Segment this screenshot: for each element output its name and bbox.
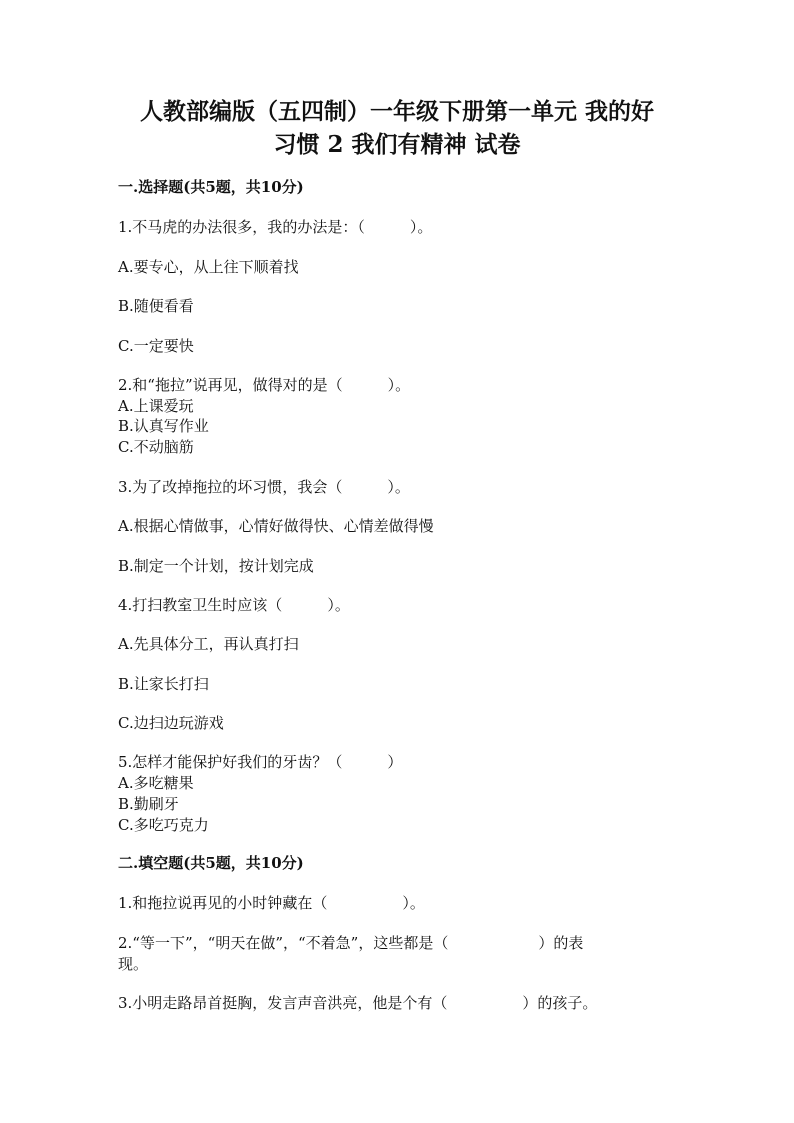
q4-stem: 4.打扫教室卫生时应该（ ）。: [118, 596, 350, 614]
q2-option-b: B.认真写作业: [118, 417, 209, 435]
q1-option-b: B.随便看看: [118, 297, 194, 315]
q1-option-a: A.要专心，从上往下顺着找: [118, 258, 299, 276]
q5-option-c: C.多吃巧克力: [118, 816, 209, 834]
q1-option-c: C.一定要快: [118, 337, 194, 355]
fill-q3: 3.小明走路昂首挺胸，发言声音洪亮，他是个有（ ）的孩子。: [118, 994, 598, 1012]
section-2-header: 二.填空题(共5题，共10分): [118, 854, 304, 872]
section-1-header: 一.选择题(共5题，共10分): [118, 178, 304, 196]
q5-stem: 5.怎样才能保护好我们的牙齿？（ ）: [118, 753, 403, 771]
fill-q2-line-1: 2.“等一下”，“明天在做”，“不着急”，这些都是（ ）的表: [118, 934, 584, 952]
exam-title-line-2: 习惯 2 我们有精神 试卷: [273, 131, 521, 158]
exam-title-line-1: 人教部编版（五四制）一年级下册第一单元 我的好: [139, 98, 654, 125]
q2-option-c: C.不动脑筋: [118, 438, 194, 456]
q4-option-c: C.边扫边玩游戏: [118, 714, 224, 732]
q4-option-a: A.先具体分工，再认真打扫: [118, 635, 299, 653]
q1-stem: 1.不马虎的办法很多，我的办法是：（ ）。: [118, 218, 433, 236]
q2-option-a: A.上课爱玩: [118, 397, 194, 415]
fill-q2-line-2: 现。: [118, 955, 149, 973]
q3-option-a: A.根据心情做事，心情好做得快、心情差做得慢: [118, 517, 434, 535]
q4-option-b: B.让家长打扫: [118, 675, 209, 693]
q2-stem: 2.和“拖拉”说再见，做得对的是（ ）。: [118, 376, 411, 394]
q5-option-a: A.多吃糖果: [118, 774, 194, 792]
q5-option-b: B.勤刷牙: [118, 795, 179, 813]
fill-q1: 1.和拖拉说再见的小时钟藏在（ ）。: [118, 894, 425, 912]
q3-option-b: B.制定一个计划，按计划完成: [118, 557, 314, 575]
q3-stem: 3.为了改掉拖拉的坏习惯，我会（ ）。: [118, 478, 410, 496]
